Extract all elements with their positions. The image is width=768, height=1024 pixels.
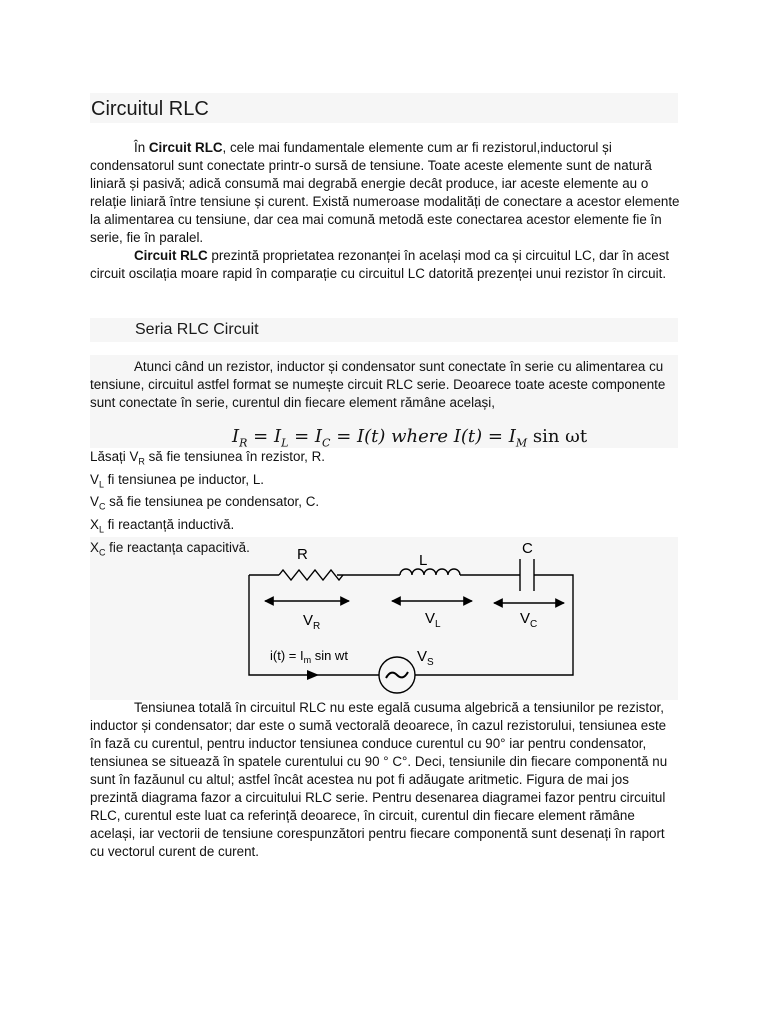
inductor-symbol (400, 569, 460, 575)
bold-term: Circuit RLC (148, 140, 223, 155)
current-arrow (307, 670, 319, 680)
definition-item: $V_C$ să fie tensiunea pe condensator, C. (90, 494, 320, 513)
vc-label: $V_C$ (520, 610, 538, 630)
page-title: Circuitul RLC (91, 98, 209, 120)
capacitor-label: C (522, 540, 533, 557)
bold-term: Circuit RLC (134, 248, 208, 263)
current-formula: $I_R = I_L = I_C = I(t)$ where $I(t) = I_M$ sin ωt (232, 426, 588, 450)
section-title: Seria RLC Circuit (135, 321, 259, 338)
series-paragraph: Atunci când un rezistor, inductor și condensator sunt conectate în serie cu alimentarea cu tensiune, circuitul astfel format se numește circuit RLC serie. Deoarece toate aceste componente sunt conectate în serie, curentul din fiecare element rămâne același, (90, 359, 666, 410)
definition-item: $V_L$ fi tensiunea pe inductor, L. (90, 471, 265, 490)
closing-paragraph: Tensiunea totală în circuitul RLC nu este egală cusuma algebrică a tensiunilor pe rezistor, inductor și condensator; dar este o sumă vectorală deoarece, în cazul rezistorului, tensiunea este în fază cu curentul, pentru inductor tensiunea conduce curentul cu 90° iar pentru condensator, tensiunea se situează în spatele curentului cu 90 ° C°. Deci, tensiunile din fiecare componentă nu sunt în fazăunul cu altul; astfel încât acestea nu pot fi adăugate aritmetic. Figura de mai jos prezintă diagrama fazor a circuitului RLC serie. Pentru desenarea diagramei fazor pentru circuitul RLC, curentul este luat ca referință deoarece, în circuit, curentul din fiecare element rămâne același, iar vectorii de tensiune corespunzători pentru fiecare componentă sunt desenați în raport cu vectorul curent de curent. (90, 700, 668, 859)
vr-label: $V_R$ (303, 612, 321, 632)
inductor-label: L (419, 552, 428, 569)
source-current-label: $i(t) = I_m$ sin wt (270, 648, 348, 665)
resistor-symbol (279, 570, 343, 580)
rlc-circuit-diagram (237, 537, 677, 700)
definition-item: $X_L$ fi reactanță inductivă. (90, 517, 235, 535)
resistor-label: R (297, 546, 308, 563)
source-wave (386, 672, 408, 678)
intro-paragraph-2: Circuit RLC prezintă proprietatea rezonanței în același mod ca și circuitul LC, dar în acest circuit oscilația moare rapid în comparație cu circuitul LC datorită prezenței unui rezistor în circuit. (90, 248, 670, 281)
definition-item: Lăsați $V_R$ să fie tensiunea în rezistor, R. (90, 449, 326, 467)
intro-paragraph-1: În Circuit RLC, cele mai fundamentale elemente cum ar fi rezistorul,inductorul și condensatorul sunt conectate printr-o sursă de tensiune. Toate aceste elemente sunt de natură liniară și pasivă; adică consumă mai degrabă energie decât produce, iar aceste elemente au o relație liniară între tensiune și curent. Există numeroase modalități de conectare a acestor elemente la alimentarea cu tensiune, dar cea mai comună metodă este conectarea acestor elemente fie în serie, fie în paralel. (90, 140, 680, 245)
vs-label: $V_S$ (417, 648, 434, 668)
definition-item: $X_C$ fie reactanța capacitivă. (90, 539, 250, 558)
vl-label: $V_L$ (425, 610, 441, 630)
